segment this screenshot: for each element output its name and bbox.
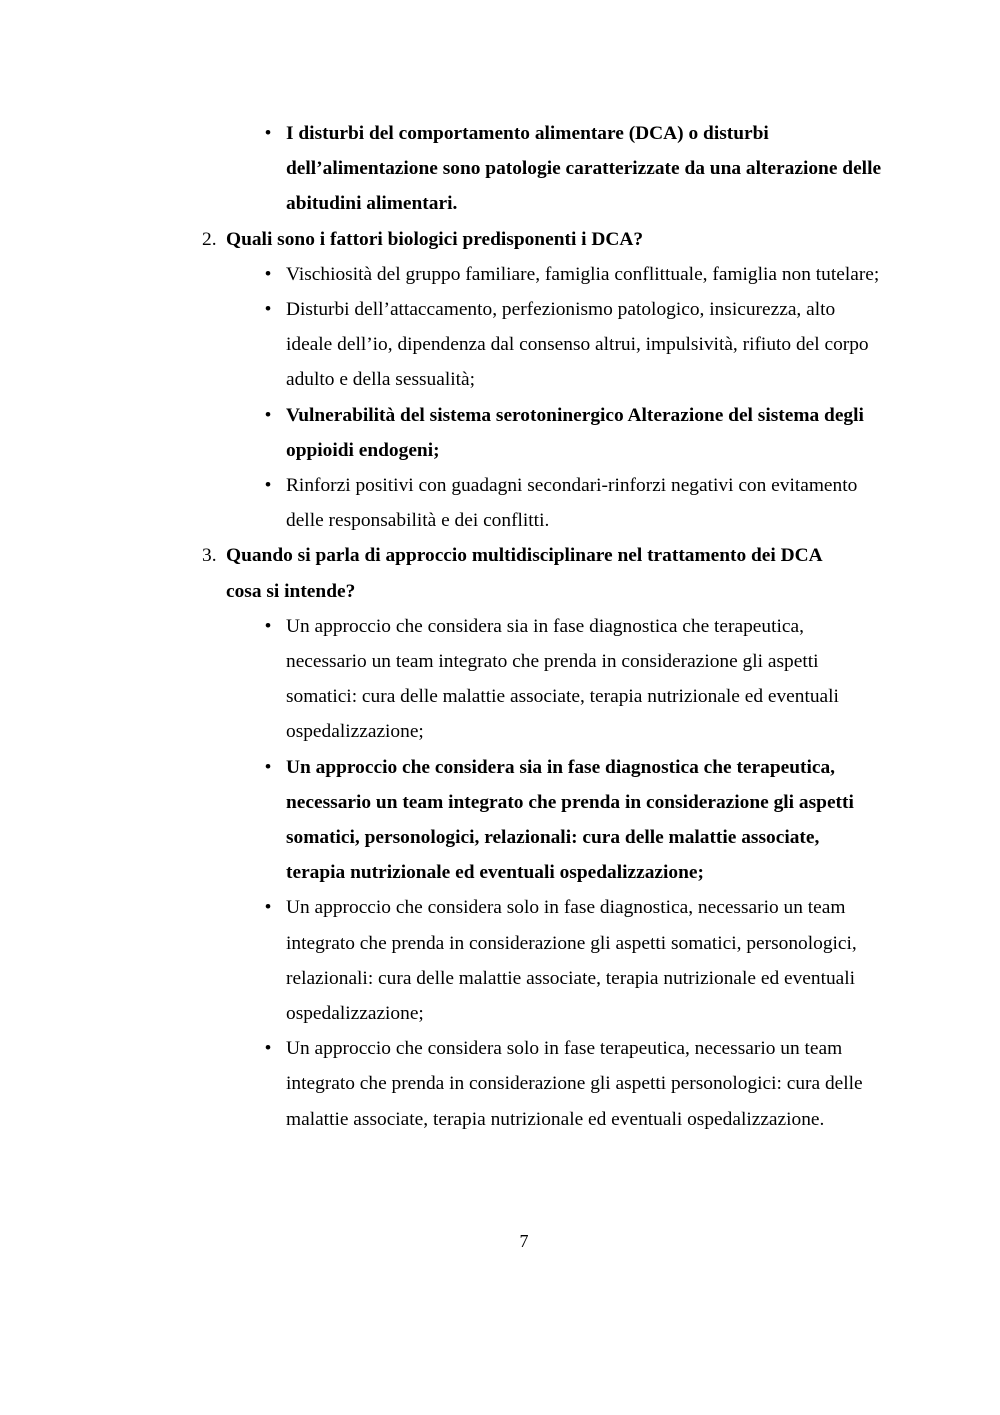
answer-text: Disturbi dell’attaccamento, perfezionismo patologico, insicurezza, alto ideale dell’io, dipendenza dal consenso altrui, impulsività, rifiuto del corpo adulto e della sessualità; xyxy=(286,299,869,391)
answer-text: Un approccio che considera solo in fase terapeutica, necessario un team integrato che prenda in considerazione gli aspetti personologici: cura delle malattie associate, terapia nutrizionale ed eventuali ospedalizzazione. xyxy=(286,1038,863,1130)
bullet-icon: • xyxy=(264,756,272,778)
quiz-content xyxy=(0,116,1000,1137)
answer-text: Vulnerabilità del sistema serotoninergico Alterazione del sistema degli oppioidi endogeni; xyxy=(286,404,864,461)
bullet-icon: • xyxy=(264,299,272,321)
answer-text: Un approccio che considera sia in fase diagnostica che terapeutica, necessario un team integrato che prenda in considerazione gli aspetti somatici, personologici, relazionali: cura delle malattie associate, terapia nutrizionale ed eventuali ospedalizzazione; xyxy=(286,756,854,884)
bullet-icon: • xyxy=(264,263,272,285)
bullet-icon: • xyxy=(264,123,272,144)
question-text: Quali sono i fattori biologici predisponenti i DCA? xyxy=(226,228,644,250)
answer-option xyxy=(0,257,882,292)
answer-text: Un approccio che considera solo in fase diagnostica, necessario un team integrato che prenda in considerazione gli aspetti somatici, personologici, relazionali: cura delle malattie associate, terapia nutrizionale ed eventuali ospedalizzazione; xyxy=(286,897,857,1025)
question xyxy=(0,538,856,608)
answer-option xyxy=(0,292,882,398)
answer-option xyxy=(0,750,882,891)
answer-option xyxy=(0,398,882,468)
answer-option xyxy=(0,890,882,1031)
bullet-icon: • xyxy=(264,897,272,919)
bullet-icon: • xyxy=(264,1038,272,1060)
bullet-icon: • xyxy=(264,404,272,426)
answer-option xyxy=(0,1031,882,1137)
answer-option xyxy=(0,468,882,538)
page-number: 7 xyxy=(519,1231,529,1251)
question xyxy=(0,222,856,257)
question-number: 2. xyxy=(202,228,217,250)
question-text: Quando si parla di approccio multidisciplinare nel trattamento dei DCA cosa si intende? xyxy=(226,545,822,602)
question-number: 3. xyxy=(202,545,217,567)
bullet-icon: • xyxy=(264,615,272,637)
answer-text: Un approccio che considera sia in fase diagnostica che terapeutica, necessario un team integrato che prenda in considerazione gli aspetti somatici: cura delle malattie associate, terapia nutrizionale ed eventuali ospedalizzazione; xyxy=(286,615,839,743)
bullet-icon: • xyxy=(264,475,272,497)
answer-option xyxy=(0,609,882,750)
answer-text: I disturbi del comportamento alimentare (DCA) o disturbi dell’alimentazione sono patologie caratterizzate da una alterazione delle abitudini alimentari. xyxy=(286,123,882,215)
answer-text: Vischiosità del gruppo familiare, famiglia conflittuale, famiglia non tutelare; xyxy=(286,263,880,285)
answer-option xyxy=(0,116,882,222)
answer-text: Rinforzi positivi con guadagni secondari-rinforzi negativi con evitamento delle responsabilità e dei conflitti. xyxy=(286,475,858,532)
